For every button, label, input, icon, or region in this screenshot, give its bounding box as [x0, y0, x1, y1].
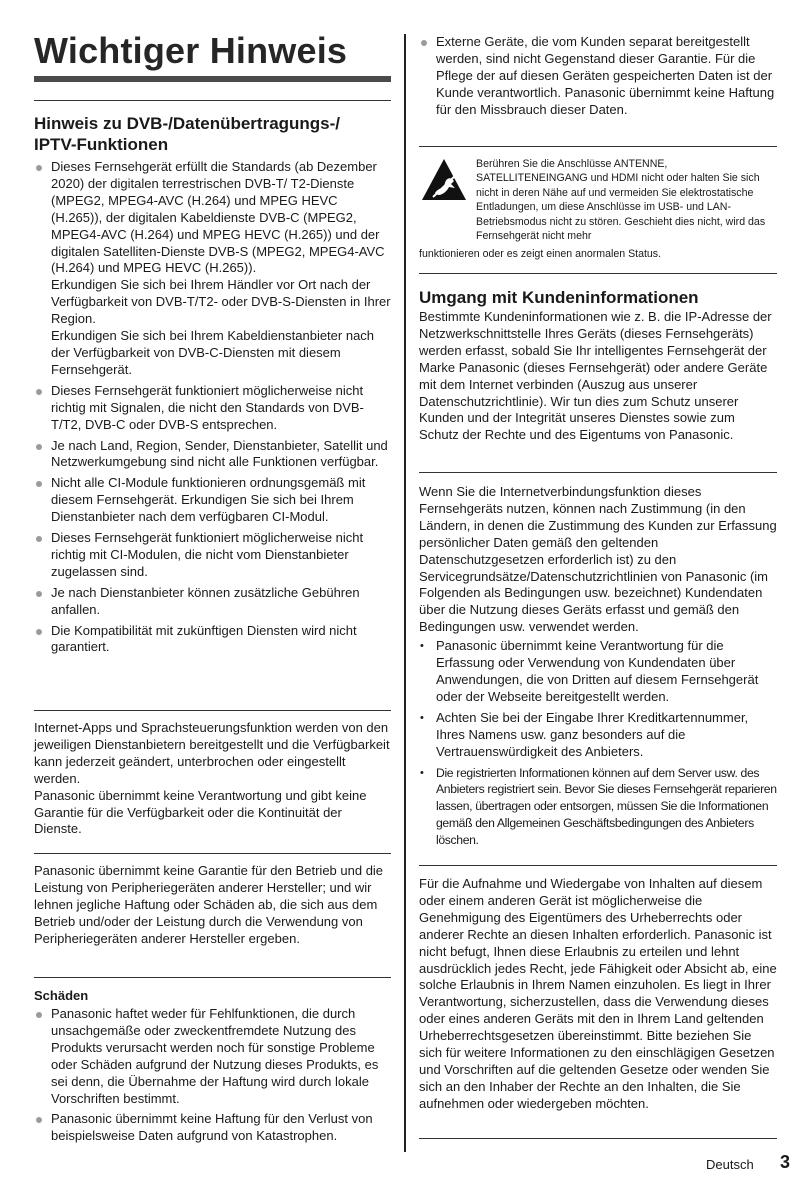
esd-warning-tail: funktionieren oder es zeigt einen anormalen Status.	[419, 248, 662, 260]
section-divider	[34, 977, 391, 978]
section-divider	[419, 146, 777, 147]
title-underline	[34, 76, 391, 82]
customer-info-paragraph: Bestimmte Kundeninformationen wie z. B. die IP-Adresse der Netzwerkschnittstelle Ihres Geräts (dieses Fernsehgeräts) werden erfasst, sobald Sie Ihr intelligentes Fernsehgerät der Marke Panasonic (dieses Fernsehgerät) oder andere Geräte mit dem Internet verbinden (Auszug aus unserer Datenschutzrichtlinie). Wir tun dies zum Schutz unserer Kunden und der Integrität unseres Dienstes sowie zum Schutz der Rechte und des Eigentums von Panasonic.	[419, 309, 772, 443]
page-title: Wichtiger Hinweis	[34, 30, 348, 71]
list-item: Dieses Fernsehgerät funktioniert möglicherweise nicht richtig mit CI-Modulen, die nicht vom Dienstanbieter zugelassen sind.	[34, 530, 391, 581]
dvb-standards-text: Dieses Fernsehgerät erfüllt die Standards (ab Dezember 2020) der digitalen terrestrischen DVB-T/ T2-Dienste (MPEG2, MPEG4-AVC (H.264) und MPEG HEVC (H.265)), der digitalen Kabeldienste DVB-C (MPEG2, MPEG4-AVC (H.264) und MPEG HEVC (H.265)) und der digitalen Satelliten-Dienste DVB-S (MPEG2, MPEG4-AVC (H.264) und MPEG HEVC (H.265)).	[51, 159, 385, 276]
damages-continued	[419, 34, 777, 123]
section-divider	[419, 273, 777, 274]
dvb-list	[34, 159, 391, 656]
damages-list	[34, 1006, 391, 1145]
list-item: Nicht alle CI-Module funktionieren ordnungsgemäß mit diesem Fernsehgerät. Erkundigen Sie sich bei Ihrem Dienstanbieter nach dem verfügbaren CI-Modul.	[34, 475, 391, 526]
page-number: 3	[780, 1152, 791, 1172]
customer-info-section	[419, 287, 777, 444]
dvb-t-s-note: Erkundigen Sie sich bei Ihrem Händler vor Ort nach der Verfügbarkeit von DVB-T/T2- oder DVB-S-Diensten in Ihrer Region.	[51, 277, 391, 327]
list-item: Panasonic haftet weder für Fehlfunktionen, die durch unsachgemäße oder zweckentfremdete Nutzung des Produkts verursacht werden noch für sonstige Probleme oder Schäden aufgrund der Nutzung dieses Produkts, es sei denn, die Übernahme der Haftung wird durch lokale Vorschriften bestimmt.	[34, 1006, 391, 1107]
footer-language: Deutsch	[706, 1157, 754, 1172]
list-item: • Die registrierten Informationen können auf dem Server usw. des Anbieters registriert sein. Bevor Sie dieses Fernsehgerät reparieren lassen, übertragen oder entsorgen, müssen Sie die Informationen gemäß den Allgemeinen Geschäftsbedingungen des Anbieters löschen.	[419, 765, 777, 850]
list-item	[34, 159, 391, 379]
dvb-c-note: Erkundigen Sie sich bei Ihrem Kabeldienstanbieter nach der Verfügbarkeit von DVB-C-Diensten mit diesem Fernsehgerät.	[51, 328, 375, 377]
apps-paragraph: Internet-Apps und Sprachsteuerungsfunktion werden von den jeweiligen Dienstanbietern bereitgestellt und die Verfügbarkeit kann jederzeit geändert, unterbrochen oder eingestellt werden.	[34, 720, 390, 786]
list-item: Je nach Land, Region, Sender, Dienstanbieter, Satellit und Netzwerkumgebung sind nicht alle Funktionen verfügbar.	[34, 438, 391, 472]
section-divider	[34, 710, 391, 711]
section-divider	[34, 100, 391, 101]
internet-paragraph: Wenn Sie die Internetverbindungsfunktion dieses Fernsehgeräts nutzen, können nach Zustimmung (in den Ländern, in denen die Zustimmung des Kunden zur Erfassung persönlicher Daten gemäß den geltenden Datenschutzgesetzen erforderlich ist) zu den Servicegrundsätze/Datenschutzrichtlinien von Panasonic (im Folgenden als Bedingungen usw. bezeichnet) Kundendaten über die Nutzung dieses Geräts erfasst und gemäß den Bedingungen usw. verwendet werden.	[419, 484, 777, 635]
dvb-section	[34, 113, 391, 660]
section-divider	[419, 865, 777, 866]
column-divider	[404, 34, 406, 1152]
list-item: • Achten Sie bei der Eingabe Ihrer Kreditkartennummer, Ihres Namens usw. ganz besonders auf die Vertrauenswürdigkeit des Anbieters.	[419, 710, 777, 761]
damages-heading: Schäden	[34, 988, 89, 1003]
list-item: Die Kompatibilität mit zukünftigen Diensten wird nicht garantiert.	[34, 623, 391, 657]
section-divider	[419, 472, 777, 473]
copyright-section	[419, 876, 777, 1113]
dvb-heading: Hinweis zu DVB-/Datenübertragungs-/ IPTV-Funktionen	[34, 114, 341, 154]
internet-section	[419, 484, 777, 853]
peripherals-paragraph: Panasonic übernimmt keine Garantie für den Betrieb und die Leistung von Peripheriegeräten anderer Hersteller; und wir lehnen jegliche Haftung oder Schäden ab, die sich aus dem Betrieb und/oder der Leistung durch die Verwendung von Peripheriegeräten anderer Hersteller ergeben.	[34, 863, 384, 946]
esd-warning-text: Berühren Sie die Anschlüsse ANTENNE, SATELLITENEINGANG und HDMI nicht oder halten Sie sich nicht in deren Nähe auf und vermeiden Sie elektrostatische Entladungen, um diese Anschlüsse im USB- und LAN-Betriebsmodus nicht zu stören. Geschieht dies nicht, wird das Fernsehgerät nicht mehr	[476, 158, 766, 243]
list-item: Externe Geräte, die vom Kunden separat bereitgestellt werden, sind nicht Gegenstand dieser Garantie. Für die Pflege der auf diesen Geräten gespeicherten Daten ist der Kunde verantwortlich. Panasonic übernimmt keine Haftung für den Missbrauch dieser Daten.	[419, 34, 777, 119]
list-item: Je nach Dienstanbieter können zusätzliche Gebühren anfallen.	[34, 585, 391, 619]
damages-list-continued	[419, 34, 777, 119]
peripherals-section	[34, 863, 391, 948]
customer-info-heading: Umgang mit Kundeninformationen	[419, 288, 699, 307]
list-item: Panasonic übernimmt keine Haftung für den Verlust von beispielsweise Daten aufgrund von Katastrophen.	[34, 1111, 391, 1145]
section-divider	[419, 1138, 777, 1139]
apps-section	[34, 720, 391, 838]
section-divider	[34, 853, 391, 854]
copyright-paragraph: Für die Aufnahme und Wiedergabe von Inhalten auf diesem oder einem anderen Gerät ist möglicherweise die Genehmigung des Eigentümers des Urheberrechts oder anderer Rechte an diesen Inhalten erforderlich. Panasonic ist nicht befugt, Ihnen diese Erlaubnis zu erteilen und lehnt ausdrücklich jedes Recht, jede Fähigkeit oder Absicht ab, eine solche Erlaubnis in Ihrem Namen einzuholen. Es liegt in Ihrer Verantwortung, sicherzustellen, dass die Verwendung dieses oder eines anderen Geräts mit den in Ihrem Land geltenden Urheberrechtsgesetzen übereinstimmt. Bitte beziehen Sie sich für weitere Informationen zu den einschlägigen Gesetzen und Vorschriften auf die geltenden Gesetze oder wenden Sie sich an den Inhaber der Rechte an den Inhalten, die Sie aufnehmen oder wiedergeben möchten.	[419, 876, 777, 1111]
apps-guarantee-paragraph: Panasonic übernimmt keine Verantwortung und gibt keine Garantie für die Verfügbarkeit oder die Kontinuität der Dienste.	[34, 787, 367, 837]
internet-list	[419, 638, 777, 849]
list-item: • Panasonic übernimmt keine Verantwortung für die Erfassung oder Verwendung von Kundendaten über Anwendungen, die von Dritten auf diesem Fernsehgerät oder der Webseite bereitgestellt werden.	[419, 638, 777, 706]
list-item: Dieses Fernsehgerät funktioniert möglicherweise nicht richtig mit Signalen, die nicht den Standards von DVB-T/T2, DVB-C oder DVB-S entsprechen.	[34, 383, 391, 434]
damages-section	[34, 987, 391, 1149]
esd-warning-icon	[421, 157, 467, 203]
